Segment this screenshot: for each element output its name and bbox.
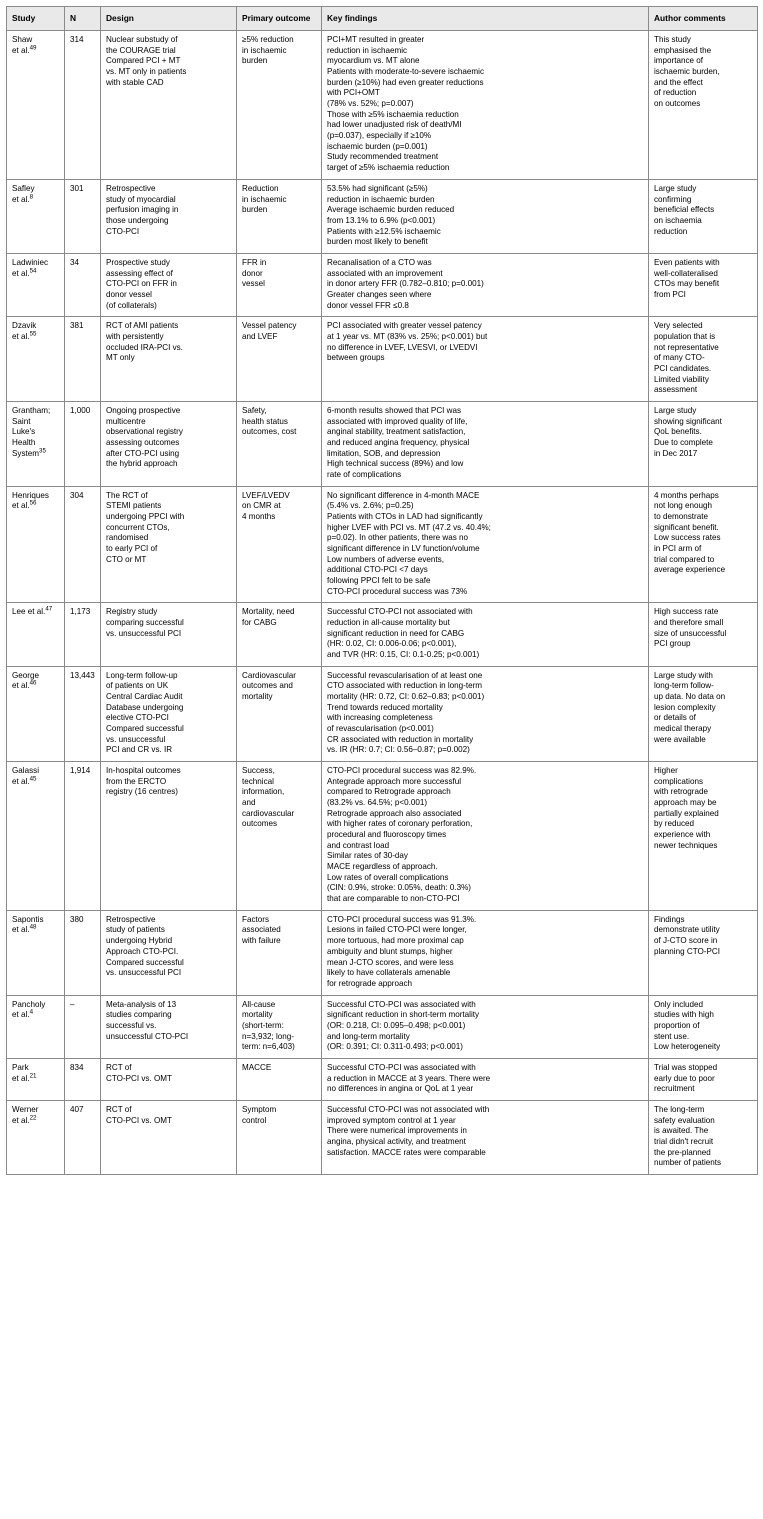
cell-study [7,762,65,911]
cell-design-text: Nuclear substudy of the COURAGE trial Compared PCI + MT vs. MT only in patients with stable CAD [106,35,187,87]
cell-n-text: 314 [70,35,84,45]
cell-primary-outcome [237,486,322,603]
cell-n-text: 1,173 [70,607,91,617]
cell-n [65,253,101,316]
cell-study-text: Shaw et al.$^{49}$ [12,35,37,55]
cell-primary-outcome-text: MACCE [242,1062,272,1072]
cell-study [7,995,65,1058]
cell-n-text: 304 [70,490,84,500]
cell-design [101,762,237,911]
cell-design-text: In-hospital outcomes from the ERCTO registry (16 centres) [106,766,181,797]
cell-study [7,1058,65,1100]
cell-study [7,1100,65,1174]
cell-n [65,1058,101,1100]
study-reference-superscript: 49 [29,44,37,52]
cell-key-findings [322,666,649,761]
cell-primary-outcome [237,401,322,486]
cell-study-text: Ladwiniec et al.$^{54}$ [12,257,48,278]
cell-n-text: 380 [70,914,84,924]
cell-study-text: Galassi et al.$^{45}$ [12,766,39,786]
cell-study-text: Lee et al.$^{47}$ [12,605,53,617]
cell-study-text: Dzavik et al.$^{55}$ [12,321,37,341]
cell-key-findings [322,1100,649,1174]
cell-key-findings [322,401,649,486]
cell-primary-outcome [237,1058,322,1100]
cell-n-text: 407 [70,1104,84,1114]
cell-study-text: Pancholy et al.$^4$ [12,999,46,1020]
study-reference-superscript: 56 [29,499,37,507]
cell-author-comments [649,762,758,911]
cell-primary-outcome-text: Safety, health status outcomes, cost [242,405,297,437]
cell-study [7,603,65,666]
column-header-key-findings-label: Key findings [327,13,378,23]
cell-key-findings-text: 53.5% had significant (≥5%) reduction in ischaemic burden Average ischaemic burden reduced from 13.1% to 6.9% (p<0.001) Patients with ≥12.5% ischaemic burden most likely to benefit [327,183,455,247]
column-header-author-comments [649,7,758,31]
cell-n [65,995,101,1058]
cell-key-findings-text: Recanalisation of a CTO was associated with an improvement in donor artery FFR (0.782–0.810; p=0.001) Greater changes seen where donor vessel FFR ≤0.8 [327,257,484,310]
table-row [7,910,758,995]
column-header-key-findings [322,7,649,31]
cell-key-findings [322,317,649,402]
table-row [7,1058,758,1100]
cell-author-comments [649,603,758,666]
table-row [7,603,758,666]
cell-design-text: Registry study comparing successful vs. unsuccessful PCI [106,607,184,638]
cell-author-comments [649,995,758,1058]
cell-study-text: Sapontis et al.$^{48}$ [12,914,44,935]
cell-key-findings [322,910,649,995]
cell-author-comments [649,910,758,995]
cell-author-comments-text: Only included studies with high proportion of stent use. Low heterogeneity [654,999,721,1052]
column-header-study [7,7,65,31]
cell-design-text: Long-term follow-up of patients on UK Central Cardiac Audit Database undergoing elective CTO-PCI Compared successful vs. unsuccessful PCI and CR vs. IR [106,670,184,755]
cell-author-comments [649,317,758,402]
column-header-design-label: Design [106,13,134,23]
table-body [7,31,758,1175]
cell-design-text: The RCT of STEMI patients undergoing PPCI with concurrent CTOs, randomised to early PCI of CTO or MT [106,490,185,564]
cell-primary-outcome-text: Vessel patency and LVEF [242,321,297,341]
cell-primary-outcome [237,179,322,253]
cell-author-comments-text: The long-term safety evaluation is awaited. The trial didn't recruit the pre-planned number of patients [654,1104,722,1168]
cell-n [65,401,101,486]
cell-author-comments-text: Large study showing significant QoL benefits. Due to complete in Dec 2017 [654,405,722,458]
column-header-n [65,7,101,31]
cell-study [7,666,65,761]
studies-table [6,6,758,1175]
cell-author-comments-text: Higher complications with retrograde approach may be partially explained by reduced experience with newer techniques [654,766,719,850]
cell-design [101,401,237,486]
cell-key-findings-text: Successful CTO-PCI was not associated with improved symptom control at 1 year There were numerical improvements in angina, physical activity, and treatment satisfaction. MACCE rates were comparable [327,1104,490,1157]
cell-n-text: 13,443 [70,670,95,680]
cell-primary-outcome [237,762,322,911]
table-header-row [7,7,758,31]
study-reference-superscript: 47 [45,605,53,613]
cell-n [65,486,101,603]
cell-n-text: 381 [70,321,84,331]
cell-design-text: RCT of AMI patients with persistently occluded IRA-PCI vs. MT only [106,321,183,363]
cell-author-comments [649,1058,758,1100]
cell-study-text: Werner et al.$^{22}$ [12,1104,39,1125]
cell-study [7,401,65,486]
cell-n-text: 1,000 [70,405,91,415]
study-reference-superscript: 8 [29,192,34,200]
study-reference-superscript: 35 [39,446,46,454]
cell-primary-outcome-text: Factors associated with failure [242,914,281,946]
cell-key-findings [322,253,649,316]
column-header-author-comments-label: Author comments [654,13,726,23]
cell-key-findings-text: CTO-PCI procedural success was 91.3%. Lesions in failed CTO-PCI were longer, more tortuous, had more proximal cap ambiguity and blunt stumps, higher mean J-CTO scores, and were less likely to have collaterals amenable for retrograde approach [327,914,477,988]
study-reference-superscript: 21 [29,1071,37,1079]
cell-study-text: Henriques et al.$^{56}$ [12,490,49,511]
cell-n [65,910,101,995]
table-row [7,1100,758,1174]
cell-study-text: Safley et al.$^8$ [12,183,35,204]
cell-primary-outcome-text: Cardiovascular outcomes and mortality [242,670,296,702]
cell-author-comments-text: Large study confirming beneficial effects on ischaemia reduction [654,183,715,236]
cell-study [7,317,65,402]
cell-primary-outcome [237,603,322,666]
cell-design [101,31,237,180]
cell-key-findings-text: No significant difference in 4-month MACE (5.4% vs. 2.6%; p=0.25) Patients with CTOs in LAD had significantly higher LVEF with PCI vs. MT (47.2 vs. 40.4%; p=0.02). In other patients, there was no significant difference in LV function/volume Low numbers of adverse events, additional CTO-PCI <7 days following PPCI felt to be safe CTO-PCI procedural success was 73% [327,490,491,596]
cell-author-comments-text: Even patients with well-collateralised CTOs may benefit from PCI [654,257,720,299]
cell-author-comments [649,253,758,316]
cell-key-findings-text: Successful CTO-PCI was associated with significant reduction in short-term mortality (OR: 0.218, CI: 0.095–0.498; p<0.001) and long-term mortality (OR: 0.391; CI: 0.311-0.493; p<0.001) [327,999,480,1052]
cell-author-comments-text: Large study with long-term follow- up data. No data on lesion complexity or details of medical therapy were available [654,670,726,744]
cell-n [65,179,101,253]
cell-primary-outcome [237,317,322,402]
cell-n-text: 1,914 [70,766,91,776]
cell-design [101,995,237,1058]
cell-primary-outcome [237,1100,322,1174]
table-row [7,995,758,1058]
cell-n [65,603,101,666]
cell-key-findings-text: Successful CTO-PCI not associated with reduction in all-cause mortality but significant reduction in need for CABG (HR: 0.02, CI: 0.006-0.06; p<0.001), and TVR (HR: 0.15, CI: 0.1-0.25; p<0.001) [327,607,480,660]
cell-study [7,910,65,995]
cell-primary-outcome-text: Success, technical information, and cardiovascular outcomes [242,766,295,829]
cell-design [101,603,237,666]
cell-n [65,1100,101,1174]
cell-author-comments [649,666,758,761]
table-row [7,179,758,253]
cell-primary-outcome-text: Reduction in ischaemic burden [242,183,287,215]
column-header-study-label: Study [12,13,36,23]
cell-key-findings [322,762,649,911]
cell-study-text: George et al.$^{46}$ [12,670,39,691]
cell-study-text: Park et al.$^{21}$ [12,1062,37,1083]
cell-key-findings-text: 6-month results showed that PCI was associated with improved quality of life, anginal stability, treatment satisfaction, and reduced angina frequency, physical limitation, SOB, and depression High technical success (89%) and low rate of complications [327,405,470,479]
cell-design [101,317,237,402]
cell-author-comments [649,179,758,253]
cell-n-text: 301 [70,183,84,193]
cell-author-comments [649,486,758,603]
cell-primary-outcome [237,910,322,995]
cell-key-findings [322,603,649,666]
study-reference-superscript: 48 [29,923,37,931]
study-reference-superscript: 4 [29,1008,34,1016]
study-reference-superscript: 55 [29,330,37,338]
cell-key-findings [322,995,649,1058]
cell-primary-outcome-text: Mortality, need for CABG [242,607,295,628]
cell-n-text: – [70,999,75,1009]
table-row [7,317,758,402]
cell-design-text: Prospective study assessing effect of CTO-PCI on FFR in donor vessel (of collaterals) [106,257,177,310]
column-header-primary-outcome-label: Primary outcome [242,13,311,23]
cell-design [101,1058,237,1100]
table-row [7,401,758,486]
cell-primary-outcome-text: ≥5% reduction in ischaemic burden [242,35,294,66]
cell-design-text: Retrospective study of patients undergoing Hybrid Approach CTO-PCI. Compared successful vs. unsuccessful PCI [106,914,184,978]
cell-design [101,486,237,603]
table-row [7,762,758,911]
cell-n [65,31,101,180]
cell-author-comments-text: High success rate and therefore small size of unsuccessful PCI group [654,607,727,649]
cell-primary-outcome [237,995,322,1058]
column-header-primary-outcome [237,7,322,31]
cell-design-text: RCT of CTO-PCI vs. OMT [106,1062,172,1083]
table-row [7,486,758,603]
cell-primary-outcome [237,253,322,316]
cell-study [7,31,65,180]
cell-n-text: 834 [70,1062,84,1072]
cell-study [7,253,65,316]
cell-design [101,253,237,316]
study-reference-superscript: 22 [29,1113,37,1121]
cell-key-findings-text: Successful CTO-PCI was associated with a reduction in MACCE at 3 years. There were no differences in angina or QoL at 1 year [327,1062,491,1094]
cell-author-comments [649,1100,758,1174]
cell-study [7,486,65,603]
cell-author-comments [649,401,758,486]
cell-n [65,317,101,402]
cell-key-findings-text: PCI+MT resulted in greater reduction in ischaemic myocardium vs. MT alone Patients with moderate-to-severe ischaemic burden (≥10%) had even greater reductions with PCI+OMT (78% vs. 52%; p=0.007) Those with ≥5% ischaemia reduction had lower unadjusted risk of death/MI (p=0.037), especially if ≥10% ischaemic burden (p=0.001) Study recommended treatment target of ≥5% ischaemia reduction [327,35,484,173]
table-row [7,253,758,316]
cell-author-comments-text: Very selected population that is not representative of many CTO- PCI candidates. Limited viability assessment [654,321,719,395]
cell-design [101,179,237,253]
cell-author-comments-text: Findings demonstrate utility of J-CTO score in planning CTO-PCI [654,914,720,956]
cell-n-text: 34 [70,257,80,267]
column-header-n-label: N [70,13,77,23]
cell-design [101,910,237,995]
cell-key-findings-text: PCI associated with greater vessel patency at 1 year vs. MT (83% vs. 25%; p<0.001) but no difference in LVEF, LVESVI, or LVEDVI between groups [327,321,488,363]
cell-primary-outcome-text: All-cause mortality (short-term: n=3,932; long- term: n=6,403) [242,999,295,1052]
cell-primary-outcome-text: Symptom control [242,1104,277,1125]
cell-primary-outcome [237,666,322,761]
cell-design [101,666,237,761]
cell-study [7,179,65,253]
cell-key-findings [322,1058,649,1100]
cell-primary-outcome-text: FFR in donor vessel [242,257,267,289]
cell-design-text: RCT of CTO-PCI vs. OMT [106,1104,172,1125]
cell-author-comments [649,31,758,180]
cell-n [65,666,101,761]
cell-author-comments-text: This study emphasised the importance of ischaemic burden, and the effect of reduction on outcomes [654,35,720,109]
cell-key-findings-text: CTO-PCI procedural success was 82.9%. Antegrade approach more successful compared to Retrograde approach (83.2% vs. 64.5%; p<0.001) Retrograde approach also associated with higher rates of coronary perforation, procedural and fluoroscopy times and contrast load Similar rates of 30-day MACE regardless of approach. Low rates of overall complications (CIN: 0.9%, stroke: 0.05%, death: 0.3%) that are comparable to non-CTO-PCI [327,766,477,904]
cell-key-findings [322,179,649,253]
cell-design-text: Retrospective study of myocardial perfusion imaging in those undergoing CTO-PCI [106,183,179,236]
table-header [7,7,758,31]
table-row [7,31,758,180]
cell-key-findings [322,31,649,180]
cell-author-comments-text: Trial was stopped early due to poor recruitment [654,1062,718,1094]
study-reference-superscript: 46 [29,679,37,687]
cell-n [65,762,101,911]
cell-design-text: Ongoing prospective multicentre observational registry assessing outcomes after CTO-PCI using the hybrid approach [106,405,183,469]
cell-key-findings [322,486,649,603]
table-row [7,666,758,761]
cell-study-text: Grantham; Saint Luke's Health System$^{35}$ [12,405,51,458]
cell-author-comments-text: 4 months perhaps not long enough to demonstrate significant benefit. Low success rates in PCI arm of trial compared to average experience [654,490,726,575]
column-header-design [101,7,237,31]
cell-design [101,1100,237,1174]
cell-key-findings-text: Successful revascularisation of at least one CTO associated with reduction in long-term mortality (HR: 0.72, CI: 0.62–0.83; p<0.001) Trend towards reduced mortality with increasing completeness of revascularisation (p<0.001) CR associated with reduction in mortality vs. IR (HR: 0.7; CI: 0.56–0.87; p=0.002) [327,670,485,755]
study-reference-superscript: 54 [29,266,37,274]
cell-primary-outcome-text: LVEF/LVEDV on CMR at 4 months [242,490,290,521]
cell-design-text: Meta-analysis of 13 studies comparing successful vs. unsuccessful CTO-PCI [106,999,189,1041]
study-reference-superscript: 45 [29,775,37,783]
cell-primary-outcome [237,31,322,180]
